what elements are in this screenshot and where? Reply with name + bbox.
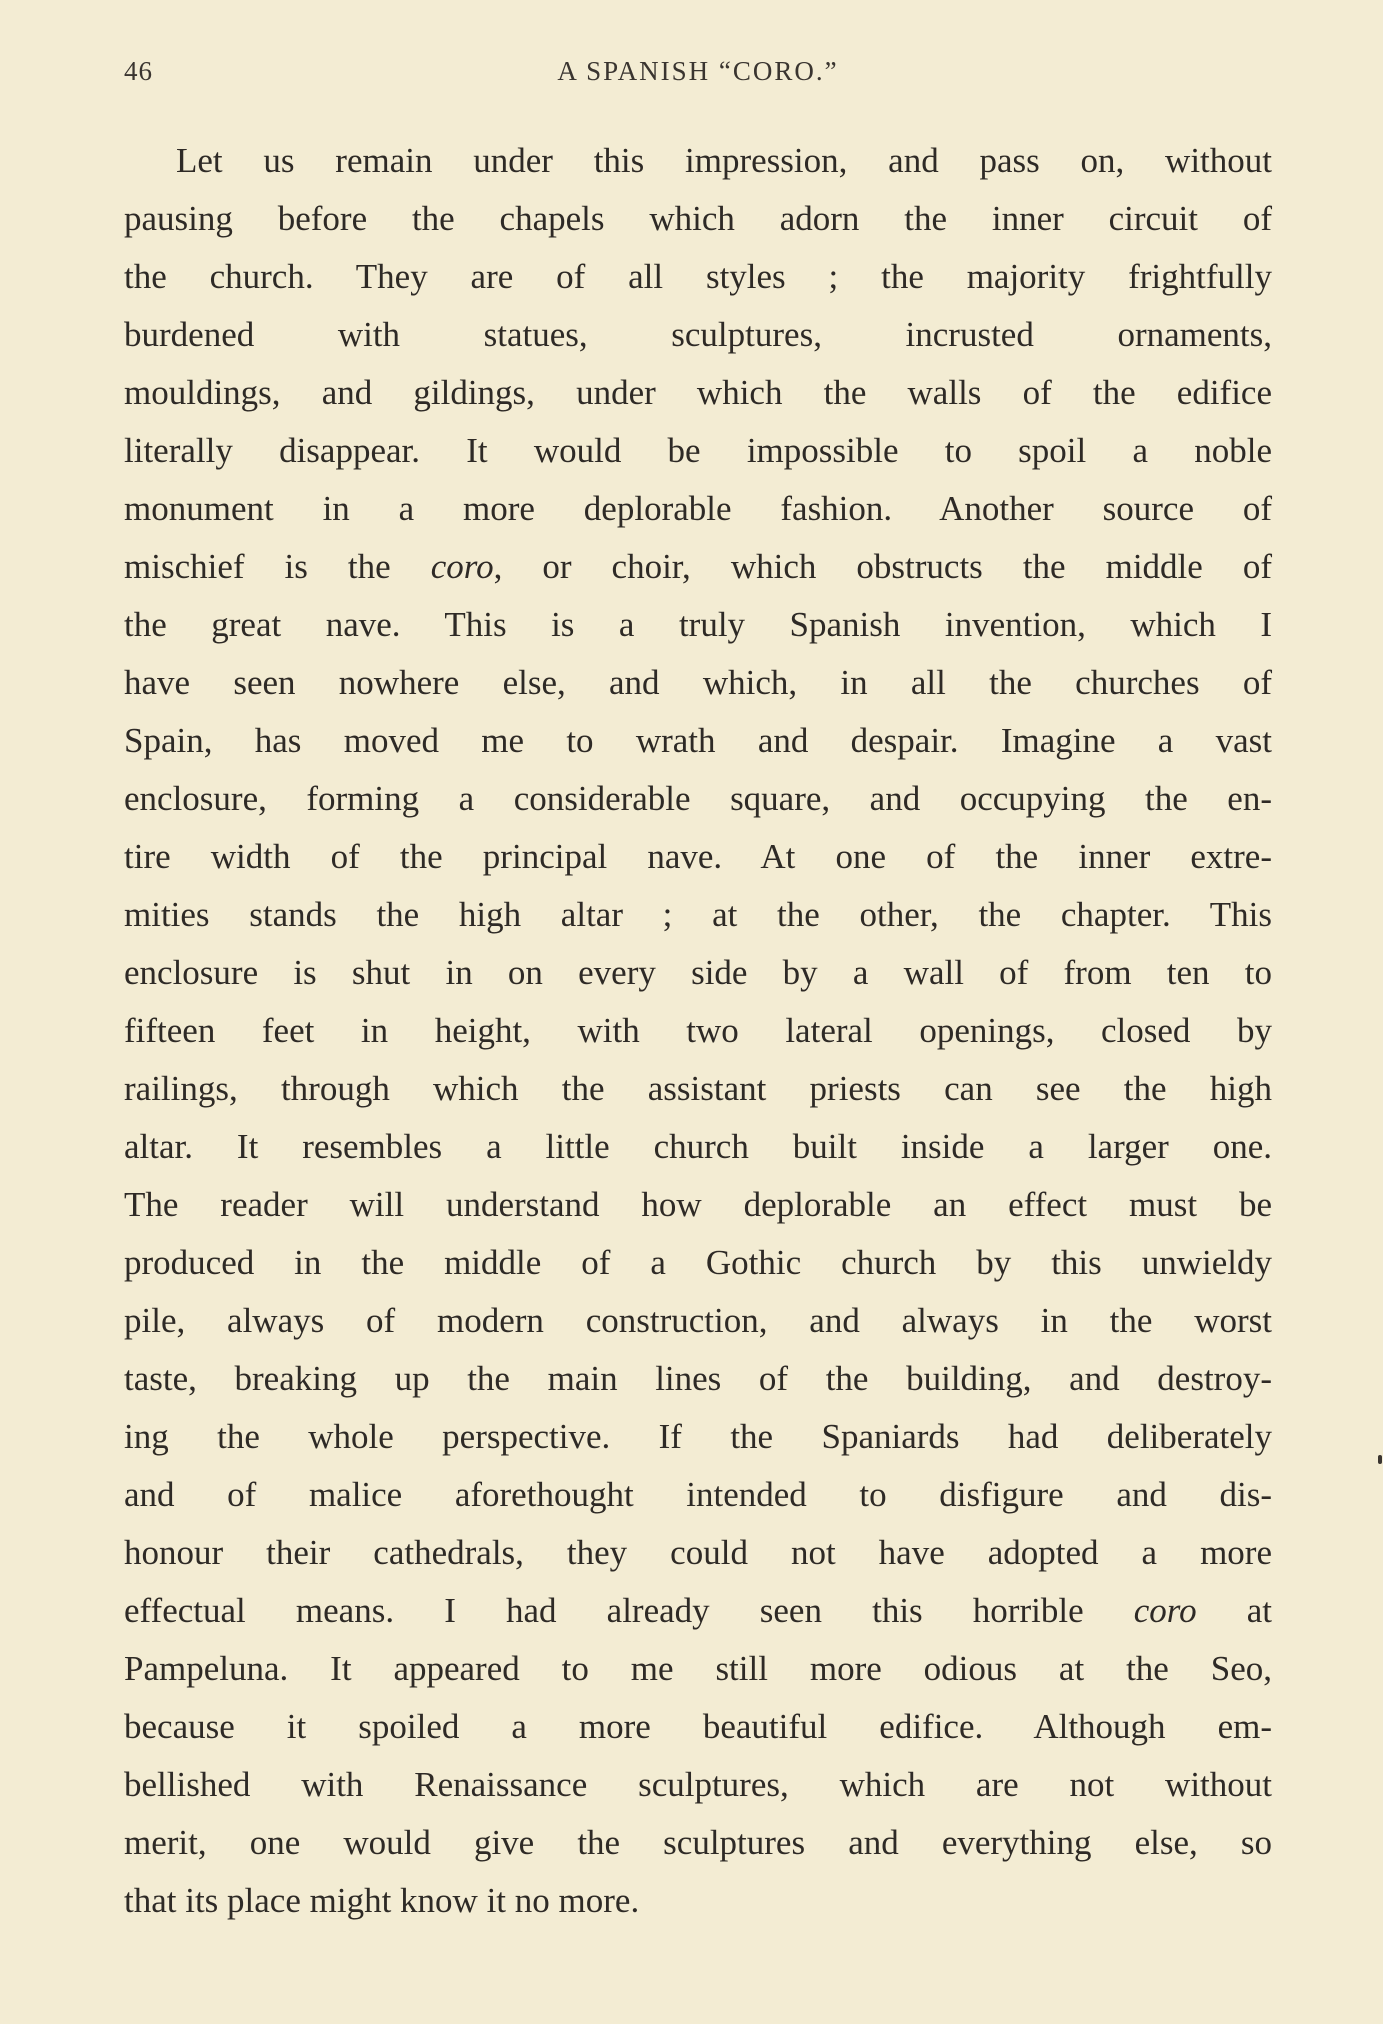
page-number: 46 xyxy=(124,56,153,86)
text-line: the great nave. This is a truly Spanish invention, which I xyxy=(124,605,1272,644)
text-line: altar. It resembles a little church built inside a larger one. xyxy=(124,1127,1272,1166)
text-line: merit, one would give the sculptures and everything else, so xyxy=(124,1823,1272,1862)
text-line: effectual means. I had already seen this horrible coro at xyxy=(124,1591,1273,1630)
text-line: mouldings, and gildings, under which the walls of the edifice xyxy=(124,373,1272,412)
body-paragraph xyxy=(124,132,1272,1930)
text-line: pile, always of modern construction, and always in the worst xyxy=(124,1301,1272,1340)
text-line: honour their cathedrals, they could not have adopted a more xyxy=(124,1533,1272,1572)
text-line: tire width of the principal nave. At one of the inner extre- xyxy=(124,837,1272,876)
text-line: literally disappear. It would be impossible to spoil a noble xyxy=(124,431,1272,470)
text-line: mities stands the high altar ; at the other, the chapter. This xyxy=(124,895,1272,934)
text-line: taste, breaking up the main lines of the building, and destroy- xyxy=(124,1359,1272,1398)
text-line: Let us remain under this impression, and pass on, without xyxy=(176,141,1272,180)
text-line: because it spoiled a more beautiful edifice. Although em- xyxy=(124,1707,1272,1746)
text-line: that its place might know it no more. xyxy=(124,1881,640,1920)
text-line: burdened with statues, sculptures, incrusted ornaments, xyxy=(124,315,1272,354)
text-line: have seen nowhere else, and which, in all the churches of xyxy=(124,663,1272,702)
running-title: A SPANISH “CORO.” xyxy=(557,56,839,86)
text-line: Pampeluna. It appeared to me still more odious at the Seo, xyxy=(124,1649,1272,1688)
text-line: pausing before the chapels which adorn the inner circuit of xyxy=(124,199,1272,238)
text-line: fifteen feet in height, with two lateral openings, closed by xyxy=(124,1011,1272,1050)
text-line: railings, through which the assistant priests can see the high xyxy=(124,1069,1272,1108)
text-line: Spain, has moved me to wrath and despair. Imagine a vast xyxy=(124,721,1272,760)
text-line: and of malice aforethought intended to disfigure and dis- xyxy=(124,1475,1272,1514)
text-line: mischief is the coro, or choir, which obstructs the middle of xyxy=(124,547,1272,586)
margin-speck xyxy=(1378,1455,1382,1464)
text-line: enclosure is shut in on every side by a wall of from ten to xyxy=(124,953,1272,992)
text-line: bellished with Renaissance sculptures, which are not without xyxy=(124,1765,1272,1804)
text-line: produced in the middle of a Gothic church by this unwieldy xyxy=(124,1243,1272,1282)
page-header xyxy=(124,56,1272,96)
text-line: the church. They are of all styles ; the majority frightfully xyxy=(124,257,1272,296)
text-line: The reader will understand how deplorable an effect must be xyxy=(124,1185,1272,1224)
text-line: enclosure, forming a considerable square, and occupying the en- xyxy=(124,779,1272,818)
text-line: ing the whole perspective. If the Spaniards had deliberately xyxy=(124,1417,1272,1456)
text-line: monument in a more deplorable fashion. Another source of xyxy=(124,489,1272,528)
